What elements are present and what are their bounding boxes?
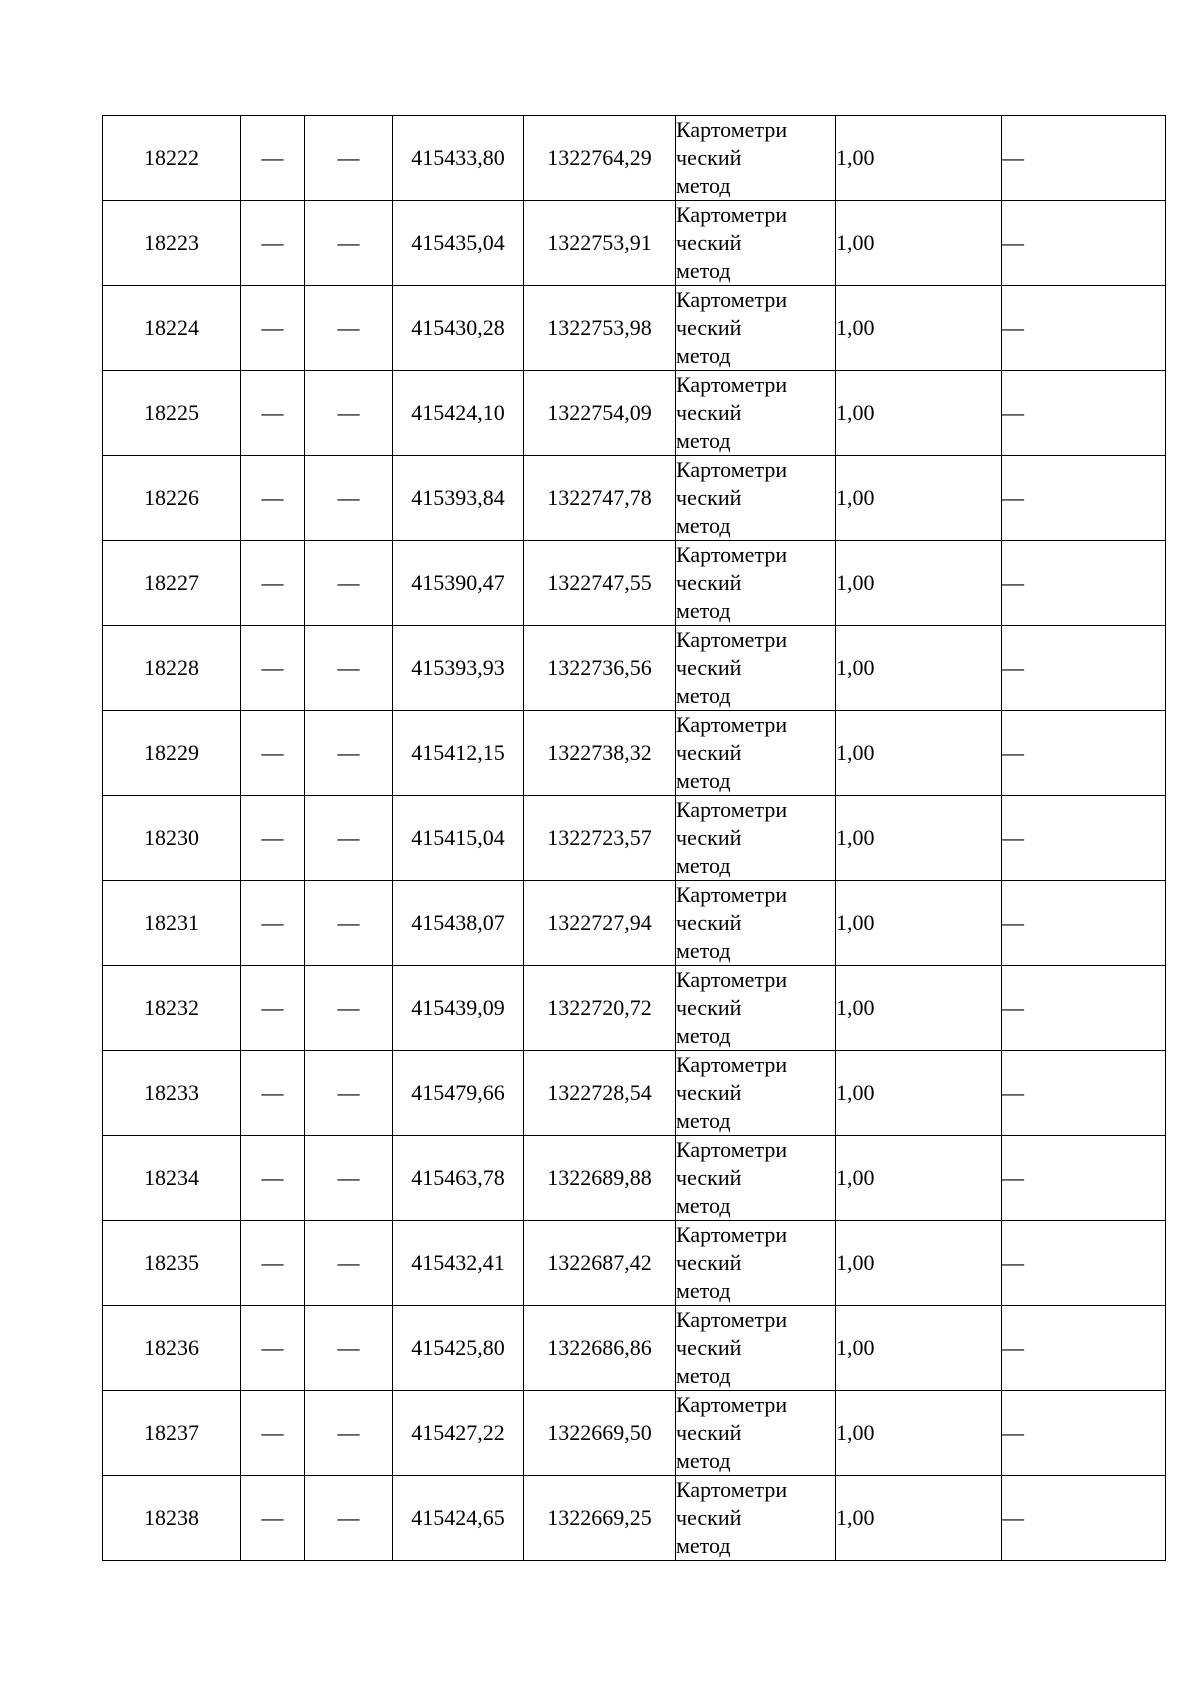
point-number-cell: 18234 [103, 1136, 241, 1221]
method-cell [676, 201, 836, 286]
method-text-line: ческий [676, 1420, 742, 1445]
method-text-line: Картометри [676, 287, 788, 312]
coordinate-x-cell: 415463,78 [393, 1136, 524, 1221]
method-text-line: Картометри [676, 202, 788, 227]
accuracy-cell: 1,00 [836, 881, 1002, 966]
coordinate-x-cell: 415415,04 [393, 796, 524, 881]
accuracy-cell: 1,00 [836, 201, 1002, 286]
empty-value-cell: — [241, 1476, 305, 1561]
point-number-cell: 18235 [103, 1221, 241, 1306]
method-text-line: ческий [676, 1165, 742, 1190]
empty-value-cell: — [1002, 626, 1166, 711]
method-cell [676, 966, 836, 1051]
method-cell [676, 711, 836, 796]
empty-value-cell: — [305, 1391, 393, 1476]
coordinate-y-cell: 1322689,88 [524, 1136, 676, 1221]
empty-value-cell: — [241, 1391, 305, 1476]
method-text-line: метод [676, 683, 731, 708]
empty-value-cell: — [1002, 1391, 1166, 1476]
method-text-line: Картометри [676, 967, 788, 992]
table-row [103, 796, 1166, 881]
empty-value-cell: — [1002, 456, 1166, 541]
point-number-cell: 18236 [103, 1306, 241, 1391]
empty-value-cell: — [305, 286, 393, 371]
table-row [103, 881, 1166, 966]
table-row [103, 1051, 1166, 1136]
method-text-line: ческий [676, 1505, 742, 1530]
point-number-cell: 18226 [103, 456, 241, 541]
method-text-line: Картометри [676, 627, 788, 652]
accuracy-cell: 1,00 [836, 116, 1002, 201]
method-cell [676, 881, 836, 966]
method-text-line: метод [676, 513, 731, 538]
method-text-line: ческий [676, 740, 742, 765]
coordinate-y-cell: 1322687,42 [524, 1221, 676, 1306]
accuracy-cell: 1,00 [836, 286, 1002, 371]
empty-value-cell: — [241, 201, 305, 286]
point-number-cell: 18232 [103, 966, 241, 1051]
table-row [103, 541, 1166, 626]
accuracy-cell: 1,00 [836, 1476, 1002, 1561]
empty-value-cell: — [241, 881, 305, 966]
method-text-line: ческий [676, 1335, 742, 1360]
method-text-line: метод [676, 938, 731, 963]
empty-value-cell: — [305, 1051, 393, 1136]
point-number-cell: 18238 [103, 1476, 241, 1561]
empty-value-cell: — [305, 541, 393, 626]
method-text-line: Картометри [676, 1477, 788, 1502]
coordinate-x-cell: 415424,65 [393, 1476, 524, 1561]
table-row [103, 711, 1166, 796]
empty-value-cell: — [1002, 881, 1166, 966]
table-row [103, 456, 1166, 541]
empty-value-cell: — [241, 1136, 305, 1221]
table-row [103, 371, 1166, 456]
method-cell [676, 1136, 836, 1221]
coordinate-y-cell: 1322669,50 [524, 1391, 676, 1476]
method-text-line: Картометри [676, 542, 788, 567]
coordinate-y-cell: 1322738,32 [524, 711, 676, 796]
accuracy-cell: 1,00 [836, 966, 1002, 1051]
empty-value-cell: — [1002, 116, 1166, 201]
coordinate-x-cell: 415432,41 [393, 1221, 524, 1306]
table-body [103, 116, 1166, 1561]
method-text-line: ческий [676, 655, 742, 680]
empty-value-cell: — [305, 201, 393, 286]
point-number-cell: 18222 [103, 116, 241, 201]
method-cell [676, 1476, 836, 1561]
method-text-line: метод [676, 173, 731, 198]
table-row [103, 1476, 1166, 1561]
method-text-line: метод [676, 1278, 731, 1303]
coordinate-x-cell: 415435,04 [393, 201, 524, 286]
accuracy-cell: 1,00 [836, 1306, 1002, 1391]
empty-value-cell: — [241, 1306, 305, 1391]
accuracy-cell: 1,00 [836, 1391, 1002, 1476]
empty-value-cell: — [305, 1476, 393, 1561]
method-text-line: Картометри [676, 712, 788, 737]
table-row [103, 1391, 1166, 1476]
accuracy-cell: 1,00 [836, 1136, 1002, 1221]
empty-value-cell: — [1002, 286, 1166, 371]
empty-value-cell: — [305, 881, 393, 966]
method-text-line: Картометри [676, 372, 788, 397]
coordinate-x-cell: 415433,80 [393, 116, 524, 201]
point-number-cell: 18231 [103, 881, 241, 966]
coordinate-x-cell: 415430,28 [393, 286, 524, 371]
point-number-cell: 18230 [103, 796, 241, 881]
method-text-line: ческий [676, 145, 742, 170]
table-row [103, 286, 1166, 371]
point-number-cell: 18237 [103, 1391, 241, 1476]
method-cell [676, 116, 836, 201]
coordinate-y-cell: 1322723,57 [524, 796, 676, 881]
table-row [103, 1221, 1166, 1306]
empty-value-cell: — [1002, 1476, 1166, 1561]
coordinate-y-cell: 1322747,78 [524, 456, 676, 541]
accuracy-cell: 1,00 [836, 796, 1002, 881]
method-cell [676, 456, 836, 541]
coordinate-y-cell: 1322686,86 [524, 1306, 676, 1391]
point-number-cell: 18227 [103, 541, 241, 626]
empty-value-cell: — [305, 796, 393, 881]
point-number-cell: 18223 [103, 201, 241, 286]
method-text-line: метод [676, 768, 731, 793]
coordinate-y-cell: 1322736,56 [524, 626, 676, 711]
coordinate-y-cell: 1322753,98 [524, 286, 676, 371]
coordinate-x-cell: 415393,93 [393, 626, 524, 711]
point-number-cell: 18233 [103, 1051, 241, 1136]
empty-value-cell: — [241, 1221, 305, 1306]
empty-value-cell: — [241, 116, 305, 201]
method-text-line: ческий [676, 570, 742, 595]
coordinate-y-cell: 1322754,09 [524, 371, 676, 456]
coordinate-y-cell: 1322747,55 [524, 541, 676, 626]
method-text-line: ческий [676, 825, 742, 850]
method-text-line: метод [676, 1193, 731, 1218]
method-text-line: Картометри [676, 1392, 788, 1417]
empty-value-cell: — [241, 1051, 305, 1136]
method-cell [676, 1306, 836, 1391]
empty-value-cell: — [1002, 796, 1166, 881]
method-cell [676, 1051, 836, 1136]
method-text-line: ческий [676, 315, 742, 340]
method-cell [676, 1221, 836, 1306]
method-text-line: ческий [676, 1080, 742, 1105]
table-row [103, 1136, 1166, 1221]
coordinate-y-cell: 1322753,91 [524, 201, 676, 286]
empty-value-cell: — [305, 711, 393, 796]
accuracy-cell: 1,00 [836, 626, 1002, 711]
empty-value-cell: — [241, 626, 305, 711]
method-text-line: Картометри [676, 457, 788, 482]
empty-value-cell: — [1002, 541, 1166, 626]
method-cell [676, 286, 836, 371]
coordinate-y-cell: 1322669,25 [524, 1476, 676, 1561]
accuracy-cell: 1,00 [836, 1221, 1002, 1306]
empty-value-cell: — [305, 456, 393, 541]
point-number-cell: 18228 [103, 626, 241, 711]
method-text-line: ческий [676, 1250, 742, 1275]
empty-value-cell: — [305, 1306, 393, 1391]
method-text-line: метод [676, 853, 731, 878]
method-text-line: ческий [676, 910, 742, 935]
coordinate-x-cell: 415393,84 [393, 456, 524, 541]
method-text-line: Картометри [676, 797, 788, 822]
empty-value-cell: — [241, 286, 305, 371]
empty-value-cell: — [1002, 371, 1166, 456]
empty-value-cell: — [1002, 966, 1166, 1051]
method-cell [676, 371, 836, 456]
table-row [103, 1306, 1166, 1391]
accuracy-cell: 1,00 [836, 541, 1002, 626]
method-text-line: метод [676, 1533, 731, 1558]
coordinate-y-cell: 1322727,94 [524, 881, 676, 966]
coordinate-x-cell: 415427,22 [393, 1391, 524, 1476]
empty-value-cell: — [241, 966, 305, 1051]
method-text-line: метод [676, 1023, 731, 1048]
empty-value-cell: — [241, 371, 305, 456]
method-cell [676, 1391, 836, 1476]
accuracy-cell: 1,00 [836, 1051, 1002, 1136]
accuracy-cell: 1,00 [836, 371, 1002, 456]
coordinate-x-cell: 415479,66 [393, 1051, 524, 1136]
empty-value-cell: — [1002, 711, 1166, 796]
point-number-cell: 18224 [103, 286, 241, 371]
empty-value-cell: — [241, 796, 305, 881]
method-cell [676, 541, 836, 626]
coordinate-x-cell: 415439,09 [393, 966, 524, 1051]
method-text-line: Картометри [676, 882, 788, 907]
method-text-line: метод [676, 1363, 731, 1388]
empty-value-cell: — [305, 1221, 393, 1306]
method-text-line: Картометри [676, 117, 788, 142]
method-text-line: метод [676, 428, 731, 453]
empty-value-cell: — [241, 541, 305, 626]
table-row [103, 201, 1166, 286]
empty-value-cell: — [305, 116, 393, 201]
method-text-line: метод [676, 1448, 731, 1473]
coordinate-y-cell: 1322720,72 [524, 966, 676, 1051]
method-text-line: метод [676, 1108, 731, 1133]
table-row [103, 626, 1166, 711]
empty-value-cell: — [305, 626, 393, 711]
accuracy-cell: 1,00 [836, 711, 1002, 796]
empty-value-cell: — [305, 1136, 393, 1221]
coordinate-x-cell: 415390,47 [393, 541, 524, 626]
coordinate-x-cell: 415412,15 [393, 711, 524, 796]
accuracy-cell: 1,00 [836, 456, 1002, 541]
empty-value-cell: — [241, 456, 305, 541]
method-text-line: Картометри [676, 1222, 788, 1247]
empty-value-cell: — [1002, 1306, 1166, 1391]
empty-value-cell: — [1002, 1051, 1166, 1136]
method-cell [676, 796, 836, 881]
method-text-line: ческий [676, 400, 742, 425]
coordinate-x-cell: 415425,80 [393, 1306, 524, 1391]
method-text-line: ческий [676, 995, 742, 1020]
method-text-line: Картометри [676, 1307, 788, 1332]
method-text-line: метод [676, 258, 731, 283]
point-number-cell: 18229 [103, 711, 241, 796]
method-text-line: Картометри [676, 1052, 788, 1077]
point-number-cell: 18225 [103, 371, 241, 456]
method-cell [676, 626, 836, 711]
coordinate-y-cell: 1322764,29 [524, 116, 676, 201]
method-text-line: ческий [676, 485, 742, 510]
coordinate-x-cell: 415438,07 [393, 881, 524, 966]
coordinate-x-cell: 415424,10 [393, 371, 524, 456]
empty-value-cell: — [241, 711, 305, 796]
table-row [103, 116, 1166, 201]
method-text-line: метод [676, 598, 731, 623]
coordinate-y-cell: 1322728,54 [524, 1051, 676, 1136]
method-text-line: метод [676, 343, 731, 368]
empty-value-cell: — [1002, 1136, 1166, 1221]
coordinates-table [102, 115, 1166, 1561]
empty-value-cell: — [305, 371, 393, 456]
table-row [103, 966, 1166, 1051]
empty-value-cell: — [1002, 1221, 1166, 1306]
method-text-line: ческий [676, 230, 742, 255]
empty-value-cell: — [1002, 201, 1166, 286]
method-text-line: Картометри [676, 1137, 788, 1162]
empty-value-cell: — [305, 966, 393, 1051]
